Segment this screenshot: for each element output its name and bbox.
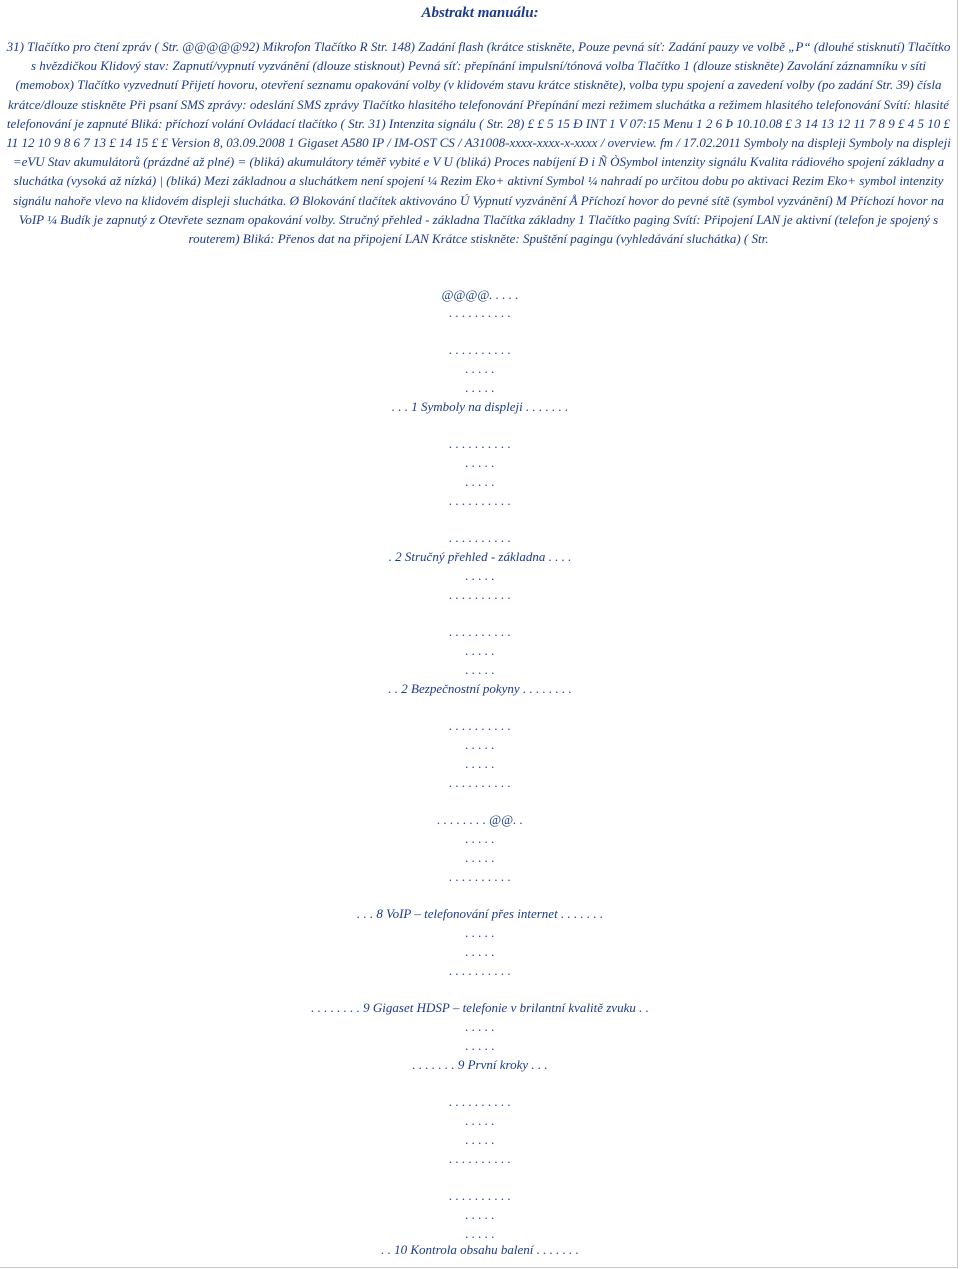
toc-line: . . . . .	[465, 455, 495, 470]
toc-line: . . . . .	[465, 1038, 495, 1053]
toc-line: . . . . . . . . . .	[449, 963, 511, 978]
toc-line: . . . . . . . . . .	[449, 718, 511, 733]
toc-line: . . . . . . . . . .	[449, 342, 511, 357]
toc-line: . . . . . . . . . .	[449, 530, 511, 545]
toc-line: . . . . .	[465, 1113, 495, 1128]
toc-line: . . . . .	[465, 568, 495, 583]
toc-line: . . . . .	[465, 380, 495, 395]
toc-line: . . . 8 VoIP – telefonování přes internet . . . . . . .	[356, 906, 604, 921]
document-title: Abstrakt manuálu:	[421, 5, 539, 21]
toc-line: . . . . .	[465, 643, 495, 658]
toc-line: . . . . .	[465, 1019, 495, 1034]
toc-line: . . . . .	[465, 662, 495, 677]
toc-line: . . . . .	[465, 850, 495, 865]
toc-line: . . . . .	[465, 944, 495, 959]
abstract-paragraph: 31) Tlačítko pro čtení zpráv ( Str. @@@@@92) Mikrofon Tlačítko R Str. 148) Zadání flash (krátce stiskněte, Pouze pevná síť: Zadání pauzy ve volbě „P“ (dlouhé stisknutí) Tlačítko s hvězdičkou Klidový stav: Zapnutí/vypnutí vyzvánění (dlouze stisknout) Pevná síť: přepínání impulsní/tónová volba Tlačítko 1 (dlouze stiskněte) Zavolání záznamníku v síti (memobox) Tlačítko vyzvednutí Přijetí hovoru, otevření seznamu opakování volby (v klidovém stavu krátce stiskněte), volba typu spojení a zavedení volby (po zadání Str. 39) čísla krátce/dlouze stiskněte Při psaní SMS zprávy: odeslání SMS zprávy Tlačítko hlasitého telefonování Přepínání mezi režimem sluchátka a režimem hlasitého telefonování Svítí: hlasité telefonování je zapnuté Bliká: příchozí volání Ovládací tlačítko ( Str. 31) Intenzita signálu ( Str. 28) £ £ 5 15 Ð INT 1 V 07:15 Menu 1 2 6 Þ 10.10.08 £ 3 14 13 12 11 7 8 9 £ 4 5 10 £ 11 12 10 9 8 6 7 13 £ 14 15 £ £ Version 8, 03.09.2008 1 Gigaset A580 IP / IM-OST CS / A31008-xxxx-xxxx-x-xxxx / overview. fm / 17.02.2011 Symboly na displeji Symboly na displeji =eVU Stav akumulátorů (prázdné až plné) = (bliká) akumulátory téměř vybité e V U (bliká) Proces nabíjení Ð i Ñ ÒSymbol intenzity signálu Kvalita rádiového spojení základny a sluchátka (vysoká až nízká) | (bliká) Mezi základnou a sluchátkem není spojení ¼ Rezim Eko+ aktivní Symbol ¼ nahradí po určitou dobu po aktivaci Rezim Eko+ symbol intenzity signálu nahoře vlevo na klidovém displeji sluchátka. Ø Blokování tlačítek aktivováno Ú Vypnutí vyzvánění Å Příchozí hovor do pevné sítě (symbol vyzvánění) M Příchozí hovor na VoIP ¼ Budík je zapnutý z Otevřete seznam opakování volby. Stručný přehled - základna Tlačítka základny 1 Tlačítko paging Svítí: Připojení LAN je aktivní (telefon je spojený s routerem) Bliká: Přenos dat na připojení LAN Krátce stiskněte: Spuštění pagingu (vyhledávání sluchátka) ( Str.	[6, 39, 951, 247]
toc-line: . . . . . . . 9 První kroky . . .	[412, 1057, 548, 1072]
toc-line: . . . . . . . . . .	[449, 587, 511, 602]
toc-line: . . . . .	[465, 925, 495, 940]
toc-line: . . . . . . . . . .	[449, 775, 511, 790]
toc-line: . . . . . . . . . .	[449, 1188, 511, 1203]
toc-line: . . . . .	[465, 756, 495, 771]
toc-line: . . . . .	[465, 1132, 495, 1147]
toc-line: . . . . . . . . . .	[449, 493, 511, 508]
toc-line: . . 2 Bezpečnostní pokyny . . . . . . . .	[388, 681, 572, 696]
toc-line: . . . . .	[465, 1207, 495, 1222]
toc-line: . . . . . . . . . .	[449, 869, 511, 884]
toc-line: . . . . . . . . @@. .	[437, 812, 523, 827]
toc-line: . . . . . . . . . .	[449, 1094, 511, 1109]
toc-line: @@@@. . . . .	[441, 287, 519, 302]
toc-line: . . . 1 Symboly na displeji . . . . . . .	[391, 399, 569, 414]
toc-line: . . . . . . . . . .	[449, 436, 511, 451]
toc-line: . . . . .	[465, 361, 495, 376]
toc-line: . . . . .	[465, 1226, 495, 1241]
toc-line: . . . . .	[465, 474, 495, 489]
toc-line: . 2 Stručný přehled - základna . . . .	[388, 549, 572, 564]
toc-line: . . 10 Kontrola obsahu balení . . . . . . .	[381, 1242, 579, 1257]
toc-line: . . . . . . . . 9 Gigaset HDSP – telefonie v brilantní kvalitě zvuku . .	[311, 1000, 649, 1015]
toc-line: . . . . . . . . . .	[449, 305, 511, 320]
toc-line: . . . . .	[465, 831, 495, 846]
toc-line: . . . . .	[465, 737, 495, 752]
toc-line: . . . . . . . . . .	[449, 624, 511, 639]
toc-line: . . . . . . . . . .	[449, 1151, 511, 1166]
